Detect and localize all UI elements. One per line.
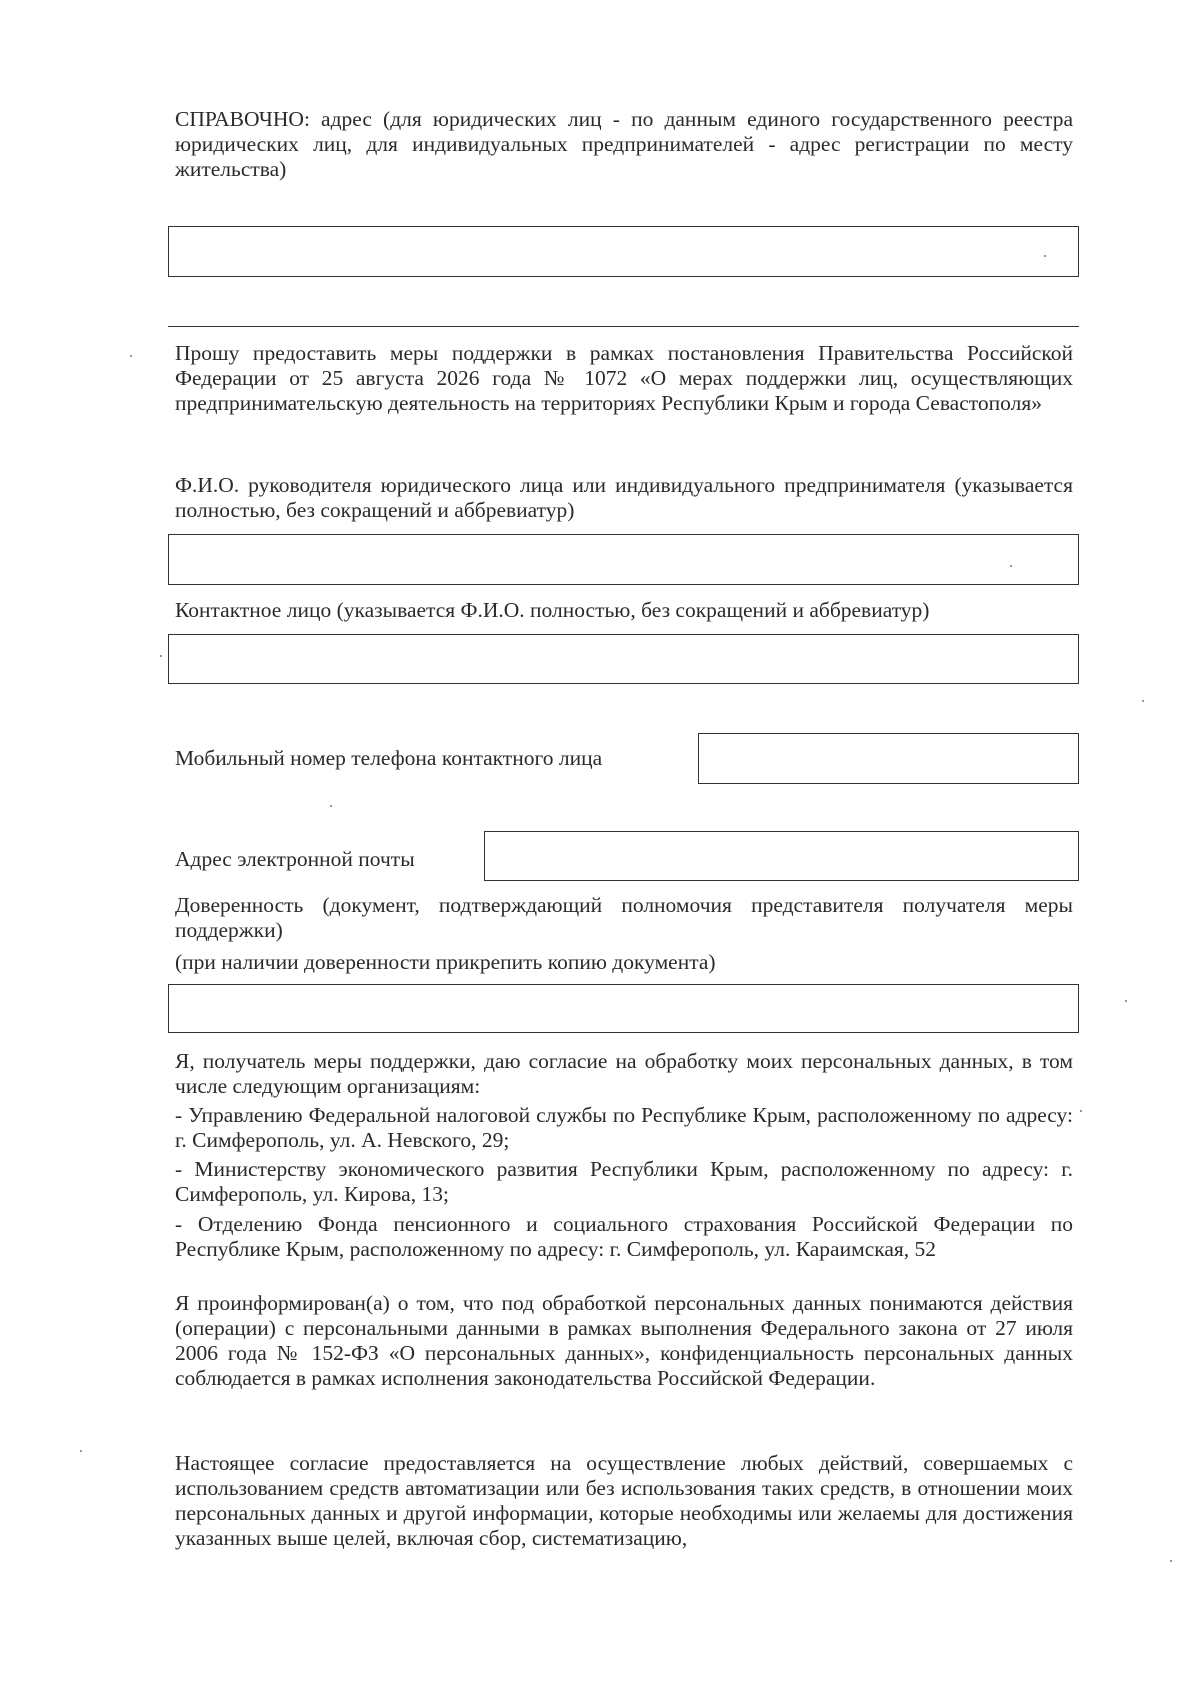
scan-speck bbox=[330, 805, 332, 807]
mobile-phone-field[interactable] bbox=[698, 733, 1079, 784]
informed-paragraph: Я проинформирован(а) о том, что под обработкой персональных данных понимаются действия (операции) с персональными данными в рамках выполнения Федерального закона от 27 июля 2006 года № 152-ФЗ «О персональных данных», конфиденциальность персональных данных соблюдается в рамках исполнения законодательства Российской Федерации. bbox=[175, 1291, 1073, 1390]
mobile-phone-label: Мобильный номер телефона контактного лица bbox=[175, 746, 603, 770]
contact-person-field[interactable] bbox=[168, 634, 1079, 684]
contact-person-label: Контактное лицо (указывается Ф.И.О. полностью, без сокращений и аббревиатур) bbox=[175, 598, 930, 622]
director-name-field[interactable] bbox=[168, 534, 1079, 585]
scan-speck bbox=[1142, 700, 1144, 702]
consent-scope-paragraph: Настоящее согласие предоставляется на осуществление любых действий, совершаемых с использованием средств автоматизации или без использования таких средств, в отношении моих персональных данных и другой информации, которые необходимы или желаемы для достижения указанных выше целей, включая сбор, систематизацию, bbox=[175, 1451, 1073, 1550]
scan-speck bbox=[160, 655, 162, 657]
scan-speck bbox=[80, 1450, 82, 1452]
power-of-attorney-note: (при наличии доверенности прикрепить копию документа) bbox=[175, 950, 716, 974]
email-field[interactable] bbox=[484, 831, 1079, 881]
power-of-attorney-label: Доверенность (документ, подтверждающий полномочия представителя получателя меры поддержки) bbox=[175, 893, 1073, 942]
email-label: Адрес электронной почты bbox=[175, 847, 415, 871]
scan-speck bbox=[1080, 1110, 1082, 1112]
power-of-attorney-field[interactable] bbox=[168, 984, 1079, 1033]
scan-speck bbox=[1044, 255, 1046, 257]
scan-speck bbox=[1010, 565, 1012, 567]
consent-org-tax: - Управлению Федеральной налоговой службы по Республике Крым, расположенному по адресу: г. Симферополь, ул. А. Невского, 29; bbox=[175, 1103, 1073, 1152]
scan-speck bbox=[1125, 1000, 1127, 1002]
request-paragraph: Прошу предоставить меры поддержки в рамках постановления Правительства Российской Федерации от 25 августа 2026 года № 1072 «О мерах поддержки лиц, осуществляющих предпринимательскую деятельность на территориях Республики Крым и города Севастополя» bbox=[175, 341, 1073, 415]
reference-paragraph: СПРАВОЧНО: адрес (для юридических лиц - по данным единого государственного реестра юридических лиц, для индивидуальных предпринимателей - адрес регистрации по месту жительства) bbox=[175, 107, 1073, 181]
consent-org-fund: - Отделению Фонда пенсионного и социального страхования Российской Федерации по Республике Крым, расположенному по адресу: г. Симферополь, ул. Караимская, 52 bbox=[175, 1212, 1073, 1261]
consent-intro: Я, получатель меры поддержки, даю согласие на обработку моих персональных данных, в том числе следующим организациям: bbox=[175, 1049, 1073, 1098]
separator-line bbox=[168, 326, 1079, 327]
scan-speck bbox=[1170, 1560, 1172, 1562]
consent-org-ministry: - Министерству экономического развития Республики Крым, расположенному по адресу: г. Симферополь, ул. Кирова, 13; bbox=[175, 1157, 1073, 1206]
scan-speck bbox=[130, 355, 132, 357]
address-field[interactable] bbox=[168, 226, 1079, 277]
director-name-label: Ф.И.О. руководителя юридического лица или индивидуального предпринимателя (указывается полностью, без сокращений и аббревиатур) bbox=[175, 473, 1073, 522]
